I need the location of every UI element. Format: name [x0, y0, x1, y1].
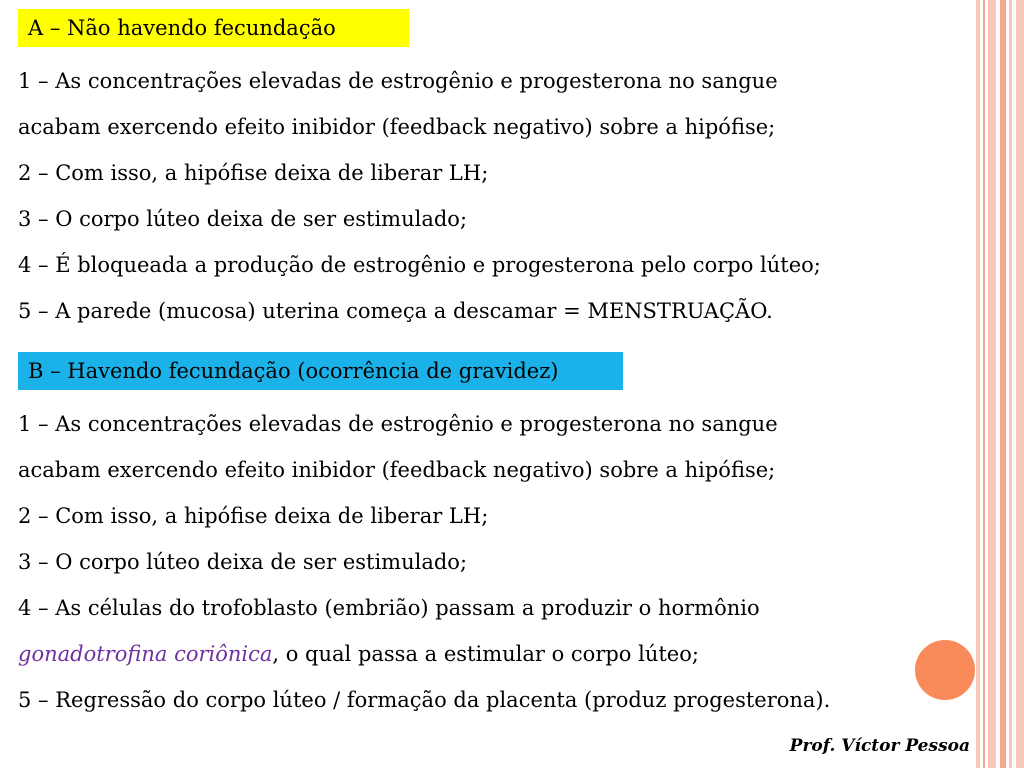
section-b-list — [18, 401, 830, 723]
list-item: 3 – O corpo lúteo deixa de ser estimulado; — [18, 550, 468, 574]
list-item: acabam exercendo efeito inibidor (feedback negativo) sobre a hipófise; — [18, 458, 776, 482]
list-item: 2 – Com isso, a hipófise deixa de liberar LH; — [18, 161, 489, 185]
list-item: 3 – O corpo lúteo deixa de ser estimulado; — [18, 207, 468, 231]
section-b-label: B – Havendo fecundação (ocorrência de gravidez) — [18, 352, 623, 390]
stripe — [1000, 0, 1006, 768]
list-item — [18, 631, 830, 677]
stripe — [983, 0, 985, 768]
list-item: 5 – A parede (mucosa) uterina começa a descamar = MENSTRUAÇÃO. — [18, 299, 773, 323]
section-a-list — [18, 58, 821, 334]
list-item: 1 – As concentrações elevadas de estrogênio e progesterona no sangue — [18, 412, 778, 436]
decorative-circle — [915, 640, 975, 700]
list-item: 4 – É bloqueada a produção de estrogênio e progesterona pelo corpo lúteo; — [18, 253, 821, 277]
stripe — [988, 0, 996, 768]
section-a-label: A – Não havendo fecundação — [18, 9, 409, 47]
stripe — [976, 0, 980, 768]
list-item: acabam exercendo efeito inibidor (feedback negativo) sobre a hipófise; — [18, 115, 776, 139]
list-item: 1 – As concentrações elevadas de estrogênio e progesterona no sangue — [18, 69, 778, 93]
list-item: 2 – Com isso, a hipófise deixa de liberar LH; — [18, 504, 489, 528]
author-credit: Prof. Víctor Pessoa — [789, 736, 970, 756]
stripe — [1009, 0, 1012, 768]
decorative-stripes — [976, 0, 1024, 768]
stripe — [1016, 0, 1024, 768]
term-suffix: , o qual passa a estimular o corpo lúteo; — [272, 642, 699, 666]
list-item: 4 – As células do trofoblasto (embrião) passam a produzir o hormônio — [18, 596, 760, 620]
hormone-term: gonadotrofina coriônica — [18, 642, 273, 666]
list-item: 5 – Regressão do corpo lúteo / formação da placenta (produz progesterona). — [18, 688, 831, 712]
